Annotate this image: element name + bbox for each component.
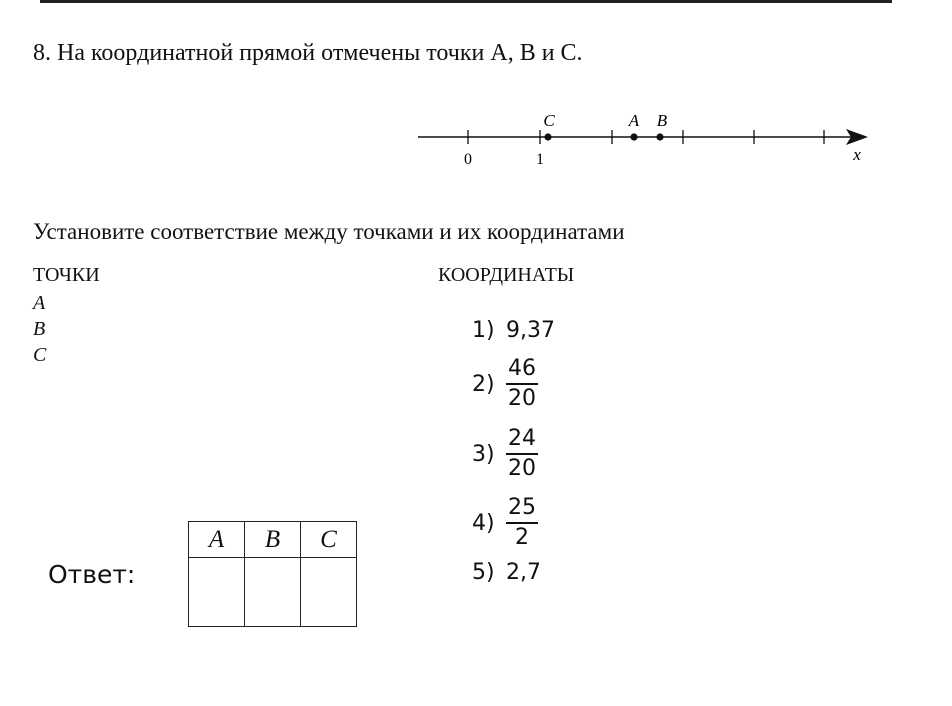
option-4-denominator: 2 <box>515 525 529 550</box>
option-3-fraction <box>506 426 538 483</box>
option-2-denominator: 20 <box>508 386 536 411</box>
answer-header-c: C <box>301 522 357 558</box>
top-rule <box>40 0 892 3</box>
option-5-number: 5) <box>472 560 495 585</box>
coords-header: КООРДИНАТЫ <box>438 264 575 286</box>
option-4 <box>472 495 538 552</box>
answer-cell-b[interactable] <box>245 558 301 627</box>
answer-header-a: A <box>189 522 245 558</box>
option-3-number: 3) <box>472 442 495 467</box>
option-1-value: 9,37 <box>506 318 555 343</box>
option-4-fraction <box>506 495 538 552</box>
point-b-label: B <box>656 111 668 130</box>
option-2 <box>472 356 538 413</box>
option-1 <box>472 318 555 343</box>
answer-cell-a[interactable] <box>189 558 245 627</box>
option-2-fraction <box>506 356 538 413</box>
point-a-item: A <box>33 292 46 314</box>
answer-cell-c[interactable] <box>301 558 357 627</box>
option-5 <box>472 560 541 585</box>
answer-label: Ответ: <box>48 560 136 589</box>
points-list <box>33 290 46 368</box>
question-text: 8. На координатной прямой отмечены точки A, B и C. <box>33 40 583 66</box>
axis-label-x: x <box>853 145 861 164</box>
option-2-numerator: 46 <box>506 356 538 385</box>
option-4-number: 4) <box>472 511 495 536</box>
point-b-item: B <box>33 318 46 340</box>
option-2-number: 2) <box>472 372 495 397</box>
option-3-numerator: 24 <box>506 426 538 455</box>
answer-table <box>188 521 357 627</box>
answer-header-b: B <box>245 522 301 558</box>
tick-label-0: 0 <box>464 151 472 168</box>
point-a-label: A <box>628 111 640 130</box>
tick-label-1: 1 <box>536 151 544 168</box>
points-header: ТОЧКИ <box>33 264 100 286</box>
point-a-dot <box>630 133 637 140</box>
option-3-denominator: 20 <box>508 456 536 481</box>
instruction-text: Установите соответствие между точками и их координатами <box>33 219 625 244</box>
option-1-number: 1) <box>472 318 495 343</box>
option-3 <box>472 426 538 483</box>
option-4-numerator: 25 <box>506 495 538 524</box>
point-c-label: C <box>543 111 555 130</box>
number-line <box>410 100 880 172</box>
point-c-item: C <box>33 344 47 366</box>
point-c-dot <box>544 133 551 140</box>
option-5-value: 2,7 <box>506 560 541 585</box>
point-b-dot <box>656 133 663 140</box>
